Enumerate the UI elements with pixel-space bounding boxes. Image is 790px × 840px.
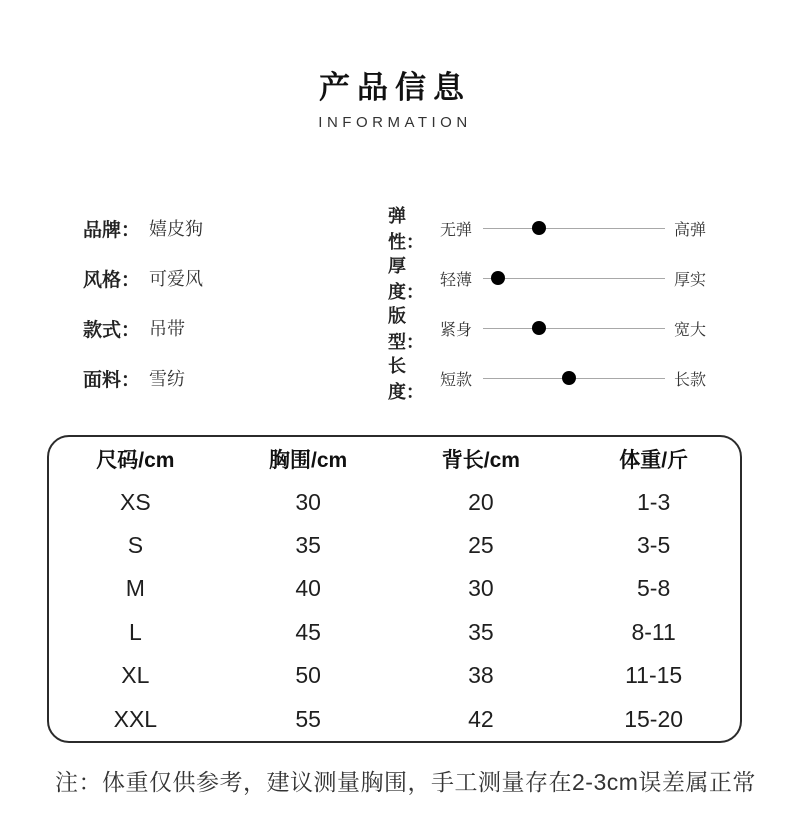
slider-label: 弹性：	[388, 206, 424, 252]
attribute-value: 吊带	[149, 319, 185, 339]
slider-track	[483, 328, 665, 329]
slider-thickness	[388, 253, 706, 303]
cell-weight: 15-20	[624, 705, 684, 732]
table-row	[49, 698, 740, 741]
attribute-value: 可爱风	[149, 269, 203, 289]
cell-size: M	[125, 575, 145, 602]
slider-track	[483, 278, 665, 279]
attribute-row-fabric	[83, 353, 203, 403]
cell-chest: 30	[295, 488, 321, 515]
slider-max-label: 长款	[673, 371, 706, 389]
page-subtitle: INFORMATION	[318, 114, 472, 131]
slider-max-label: 厚实	[673, 271, 706, 289]
product-info-header	[0, 62, 790, 131]
cell-back-length: 30	[468, 575, 494, 602]
page-title: 产品信息	[319, 70, 471, 105]
cell-back-length: 42	[468, 705, 494, 732]
cell-chest: 45	[295, 618, 321, 645]
attribute-label: 款式：	[83, 319, 141, 341]
cell-weight: 8-11	[631, 618, 676, 645]
slider-length	[388, 353, 706, 403]
measurement-disclaimer-note: 注：体重仅供参考，建议测量胸围，手工测量存在2-3cm误差属正常	[55, 769, 756, 795]
slider-min-label: 短款	[440, 371, 473, 389]
attribute-row-cut	[83, 303, 203, 353]
slider-min-label: 轻薄	[440, 271, 473, 289]
cell-back-length: 38	[468, 662, 494, 689]
cell-chest: 40	[295, 575, 321, 602]
table-row	[49, 480, 740, 523]
cell-size: S	[127, 532, 144, 559]
column-header-back-length: 背长/cm	[441, 448, 520, 472]
cell-weight: 1-3	[637, 488, 671, 515]
slider-dot	[532, 221, 546, 235]
column-header-chest: 胸围/cm	[269, 448, 348, 472]
size-chart-table	[47, 435, 742, 743]
slider-track	[483, 228, 665, 229]
cell-size: XL	[121, 662, 150, 689]
attribute-value: 嬉皮狗	[149, 219, 203, 239]
cell-back-length: 25	[468, 532, 494, 559]
slider-elasticity	[388, 203, 706, 253]
slider-dot	[532, 321, 546, 335]
table-row	[49, 611, 740, 654]
slider-min-label: 紧身	[440, 321, 473, 339]
table-row	[49, 654, 740, 697]
attribute-label: 风格：	[83, 269, 141, 291]
cell-chest: 35	[295, 532, 321, 559]
slider-label: 厚度：	[388, 256, 424, 302]
slider-max-label: 高弹	[673, 221, 706, 239]
cell-size: XXL	[113, 705, 158, 732]
attribute-list	[83, 203, 203, 403]
size-chart-header-row	[49, 437, 740, 480]
cell-size: XS	[120, 488, 151, 515]
cell-size: L	[128, 618, 142, 645]
slider-fit	[388, 303, 706, 353]
attribute-label: 面料：	[83, 369, 141, 391]
column-header-size: 尺码/cm	[96, 448, 175, 472]
column-header-weight: 体重/斤	[619, 448, 689, 472]
cell-weight: 3-5	[637, 532, 671, 559]
attribute-row-style	[83, 253, 203, 303]
slider-dot	[491, 271, 505, 285]
attribute-label: 品牌：	[83, 219, 141, 241]
table-row	[49, 524, 740, 567]
slider-min-label: 无弹	[440, 221, 473, 239]
table-row	[49, 567, 740, 610]
slider-label: 长度：	[388, 356, 424, 402]
cell-chest: 50	[295, 662, 321, 689]
slider-label: 版型：	[388, 306, 424, 352]
cell-back-length: 20	[468, 488, 494, 515]
attribute-row-brand	[83, 203, 203, 253]
property-sliders	[388, 203, 706, 403]
cell-back-length: 35	[468, 618, 494, 645]
cell-weight: 11-15	[625, 662, 683, 689]
attribute-value: 雪纺	[149, 369, 185, 389]
slider-dot	[562, 371, 576, 385]
cell-chest: 55	[295, 705, 321, 732]
slider-track	[483, 378, 665, 379]
cell-weight: 5-8	[637, 575, 671, 602]
slider-max-label: 宽大	[673, 321, 706, 339]
